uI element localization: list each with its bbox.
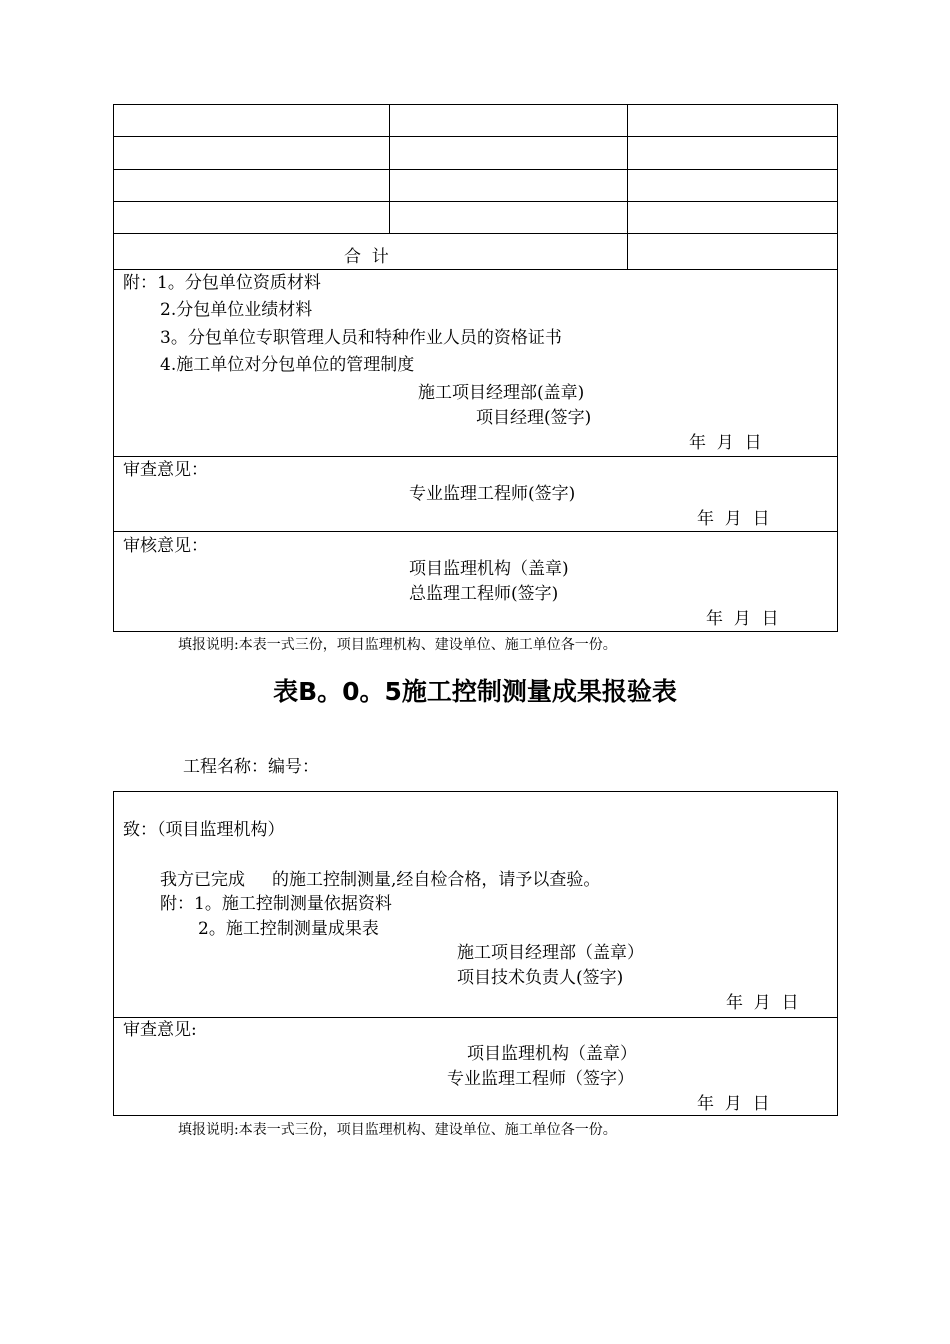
date-line: 年 月 日: [726, 993, 799, 1013]
attachment-item: 2.分包单位业绩材料: [160, 300, 313, 320]
date-line: 年 月 日: [697, 1094, 770, 1114]
attachment-item: 附：1。分包单位资质材料: [123, 273, 321, 293]
seal-line: 项目监理机构（盖章): [409, 559, 569, 579]
signature-line: 总监理工程师(签字): [409, 584, 559, 604]
total-label: 合 计: [344, 247, 389, 267]
signature-line: 项目技术负责人(签字): [457, 968, 624, 988]
col-divider: [627, 104, 628, 270]
row-divider: [113, 169, 838, 170]
row-divider: [113, 201, 838, 202]
row-divider: [113, 136, 838, 137]
seal-line: 施工项目经理部（盖章）: [457, 943, 644, 963]
audit-label: 审核意见：: [123, 536, 208, 556]
project-name-line: 工程名称：编号：: [183, 757, 319, 777]
review-label: 审查意见：: [123, 460, 208, 480]
date-line: 年 月 日: [706, 609, 779, 629]
attachment-item: 附：1。施工控制测量依据资料: [160, 894, 392, 914]
addressee-line: 致：（项目监理机构）: [123, 820, 285, 840]
attachment-item: 3。分包单位专职管理人员和特种作业人员的资格证书: [160, 328, 562, 348]
date-line: 年 月 日: [689, 433, 762, 453]
row-divider: [113, 456, 838, 457]
attachment-item: 2。施工控制测量成果表: [198, 919, 379, 939]
body-text: 我方已完成 的施工控制测量,经自检合格，请予以查验。: [160, 870, 601, 890]
attachment-item: 4.施工单位对分包单位的管理制度: [160, 355, 415, 375]
page-title: 表B。0。5施工控制测量成果报验表: [273, 677, 677, 706]
row-divider: [113, 233, 838, 234]
row-divider: [113, 269, 838, 270]
row-divider: [113, 1017, 838, 1018]
seal-line: 施工项目经理部(盖章): [418, 383, 585, 403]
seal-line: 项目监理机构（盖章）: [467, 1044, 637, 1064]
row-divider: [113, 531, 838, 532]
signature-line: 专业监理工程师(签字): [409, 484, 576, 504]
signature-line: 专业监理工程师（签字）: [447, 1069, 634, 1089]
fill-note: 填报说明:本表一式三份，项目监理机构、建设单位、施工单位各一份。: [178, 1122, 617, 1138]
date-line: 年 月 日: [697, 509, 770, 529]
review-label: 审查意见:: [123, 1020, 197, 1040]
fill-note: 填报说明:本表一式三份，项目监理机构、建设单位、施工单位各一份。: [178, 637, 617, 653]
signature-line: 项目经理(签字): [476, 408, 592, 428]
